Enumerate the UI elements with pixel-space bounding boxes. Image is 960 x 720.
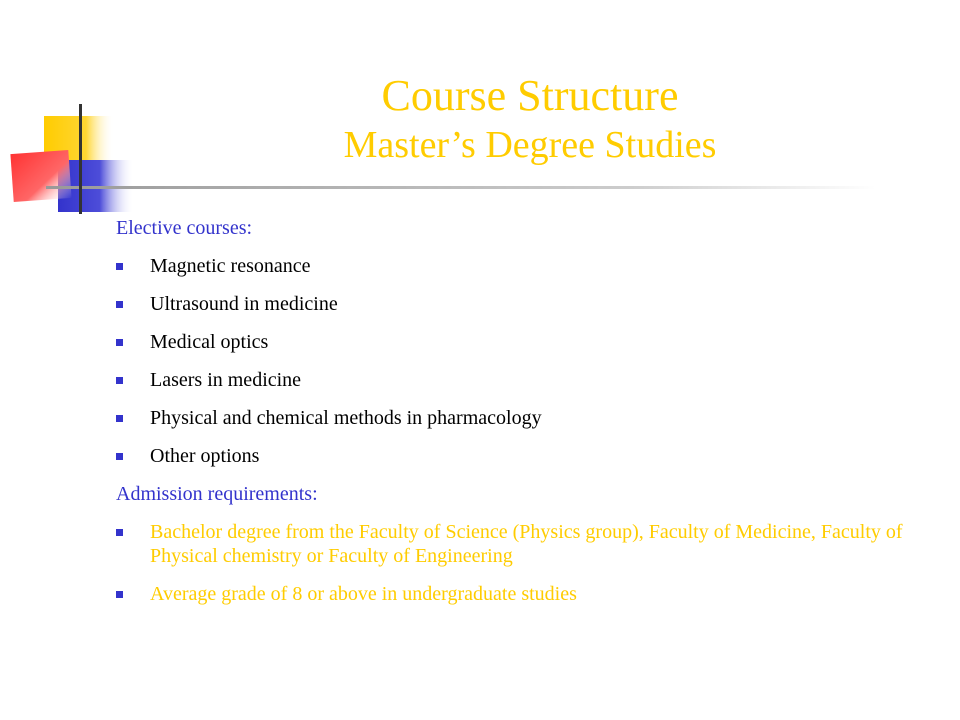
red-square [10, 150, 71, 202]
bullet-icon [116, 529, 123, 536]
admission-requirements-list [116, 520, 916, 606]
list-item [116, 254, 916, 278]
list-item-text: Bachelor degree from the Faculty of Science (Physics group), Faculty of Medicine, Faculty of Physical chemistry or Faculty of Engineering [150, 521, 903, 567]
list-item [116, 330, 916, 354]
list-item-text: Magnetic resonance [150, 255, 311, 277]
list-item [116, 406, 916, 430]
bullet-icon [116, 591, 123, 598]
list-item [116, 368, 916, 392]
vertical-rule [79, 104, 82, 214]
list-item-text: Medical optics [150, 331, 269, 353]
list-item-text: Lasers in medicine [150, 369, 302, 391]
list-item-text: Physical and chemical methods in pharmacology [150, 407, 542, 429]
elective-courses-list [116, 254, 916, 468]
slide-body [116, 216, 916, 620]
list-item [116, 444, 916, 468]
elective-courses-heading: Elective courses: [116, 217, 253, 239]
title-subtitle: Master’s Degree Studies [343, 124, 717, 166]
list-item [116, 292, 916, 316]
bullet-icon [116, 415, 123, 422]
list-item [116, 582, 916, 606]
bullet-icon [116, 301, 123, 308]
title-main: Course Structure [381, 71, 679, 120]
list-item [116, 520, 916, 568]
bullet-icon [116, 263, 123, 270]
bullet-icon [116, 453, 123, 460]
bullet-icon [116, 339, 123, 346]
list-item-text: Other options [150, 445, 260, 467]
horizontal-rule [46, 186, 876, 189]
admission-requirements-heading: Admission requirements: [116, 483, 318, 505]
bullet-icon [116, 377, 123, 384]
list-item-text: Average grade of 8 or above in undergraduate studies [150, 583, 577, 605]
slide-title [130, 70, 930, 168]
list-item-text: Ultrasound in medicine [150, 293, 338, 315]
